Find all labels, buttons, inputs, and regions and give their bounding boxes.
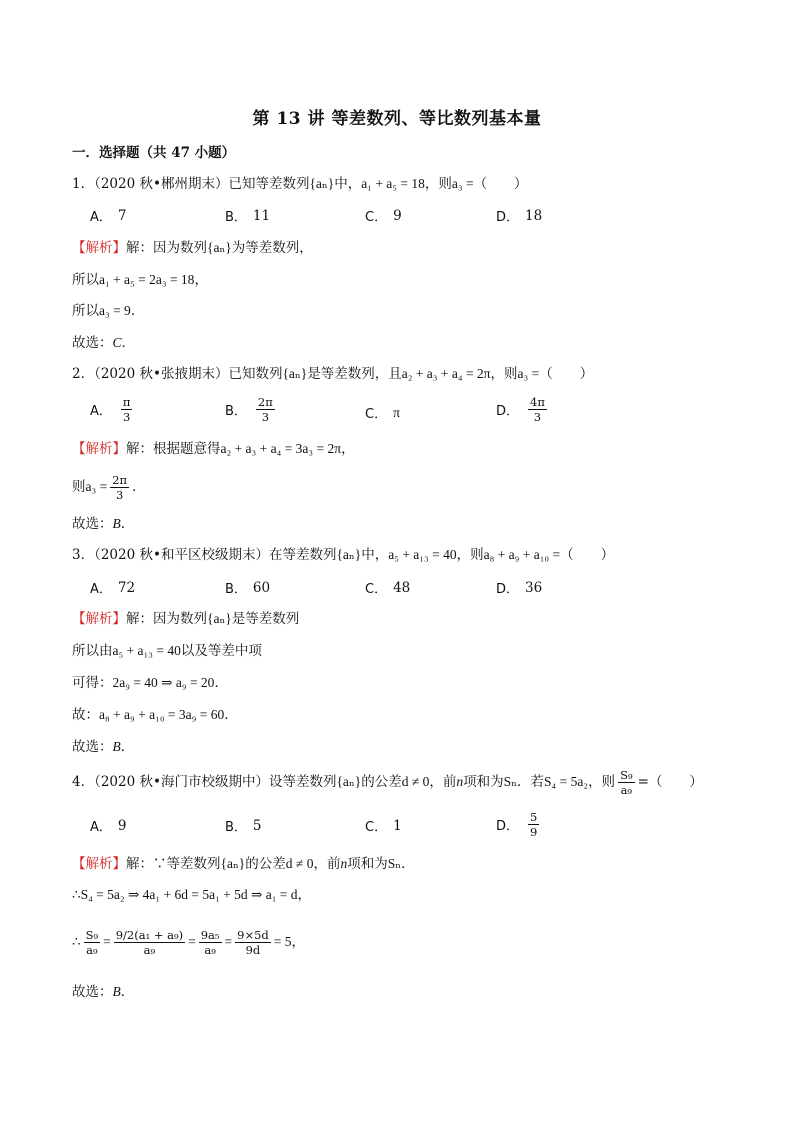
solution-text: ，: [341, 441, 355, 457]
solution-text: ．: [130, 303, 145, 319]
solution-text: ．: [224, 707, 238, 723]
q1-answer: [72, 333, 135, 353]
equals-sign: =: [103, 934, 111, 949]
q4-option-a[interactable]: [90, 816, 127, 835]
option-label: C．: [365, 210, 388, 225]
q1-solution-line3: [72, 301, 144, 321]
q4-answer: [72, 982, 134, 1002]
solution-text: 所以: [72, 272, 99, 288]
option-value: 9: [117, 817, 127, 834]
q1-stem-text-c: ，则: [424, 176, 452, 192]
q2-option-a[interactable]: [90, 395, 135, 424]
answer-text: 故选：: [72, 335, 113, 351]
q4-solution-line2: [72, 885, 311, 905]
option-label: C．: [365, 407, 388, 422]
section-heading: 一．选择题（共 47 小题）: [72, 145, 236, 161]
solution-text: ，: [297, 887, 312, 903]
fraction-numerator: 2π: [257, 395, 273, 409]
q3-answer-letter: B: [112, 739, 121, 754]
q2-solution-line2: [72, 470, 146, 504]
q2-seq: {aₙ}: [282, 366, 308, 381]
q2-option-d[interactable]: [496, 395, 550, 424]
solution-text: 故：: [72, 707, 99, 723]
q4-d-condition: d ≠ 0: [401, 774, 430, 789]
q4-n: n: [456, 774, 464, 789]
q2-stem-text-b: 是等差数列，且: [307, 366, 402, 382]
q1-stem-text-d: （ ）: [473, 176, 528, 192]
solution-equation: a₂ + a₃ + a₄ = 3a₃ = 2π: [220, 441, 342, 456]
option-label: D．: [496, 210, 520, 225]
q1-option-d[interactable]: [496, 206, 542, 225]
solution-equation: 2a₉ = 40 ⇒ a₉ = 20: [112, 675, 215, 690]
fraction-numerator: 2π: [112, 472, 128, 487]
fraction-denominator: 9d: [245, 942, 261, 957]
q3-ask: a₈ + a₉ + a₁₀ =: [483, 547, 561, 562]
solution-text: 为等差数列，: [231, 240, 313, 256]
option-value: 36: [525, 579, 543, 596]
q1-answer-letter: C: [112, 335, 122, 350]
fraction-denominator: 3: [533, 410, 542, 424]
answer-text: 故选：: [72, 516, 113, 532]
solution-text: ．: [132, 479, 146, 495]
fraction-numerator: S₉: [85, 927, 99, 942]
option-value: 48: [393, 579, 411, 596]
q2-option-c[interactable]: [365, 403, 400, 422]
option-value: π: [393, 404, 400, 420]
q1-option-b[interactable]: [225, 206, 270, 225]
q1-options: [90, 206, 730, 240]
q4-option-c[interactable]: [365, 816, 402, 835]
option-label: A．: [90, 582, 112, 597]
q2-options: [90, 395, 730, 429]
solution-text: 解：根据题意得: [126, 441, 221, 457]
option-label: C．: [365, 820, 388, 835]
solution-seq: {aₙ}: [207, 240, 232, 255]
q3-seq: {aₙ}: [336, 547, 362, 562]
fraction-numerator: S₉: [620, 767, 633, 782]
option-value: 7: [117, 207, 127, 224]
equals-sign: =: [188, 934, 196, 949]
answer-text: 故选：: [72, 984, 113, 1000]
solution-d-condition: d ≠ 0: [285, 856, 314, 871]
solution-text: ，前: [313, 856, 341, 872]
q2-stem-text-c: ，则: [490, 366, 518, 382]
q1-solution-line2: [72, 270, 208, 290]
option-label: A．: [90, 820, 112, 835]
option-value: 60: [252, 579, 271, 596]
q1-option-c[interactable]: [365, 206, 402, 225]
option-label: B．: [225, 820, 247, 835]
solution-text: ，: [291, 934, 306, 950]
q1-solution-line1: [72, 238, 313, 258]
solution-text: 解：因为数列: [126, 240, 207, 256]
q4-stem: [72, 765, 703, 799]
q4-solution-line1: [72, 854, 415, 874]
fraction: [84, 928, 101, 957]
solution-text: ．: [401, 856, 415, 872]
answer-text: ．: [120, 516, 135, 532]
q4-answer-letter: B: [112, 984, 121, 999]
q4-equation: S₄ = 5a₂: [544, 774, 589, 789]
q3-stem-text-c: ，则: [456, 547, 484, 563]
fraction: [114, 928, 185, 957]
q3-answer: [72, 737, 134, 757]
fraction-numerator: 5: [530, 810, 538, 824]
q3-stem: [72, 545, 614, 565]
q4-option-d[interactable]: [496, 810, 542, 839]
q1-equation: a₁ + a₅ = 18: [361, 176, 425, 191]
q1-analysis-tag: 【解析】: [72, 240, 126, 256]
q3-solution-line2: [72, 641, 262, 661]
q1-ask: a₃ =: [451, 176, 474, 191]
q4-option-b[interactable]: [225, 816, 262, 835]
fraction: [528, 395, 547, 424]
q4-analysis-tag: 【解析】: [72, 856, 126, 872]
option-value: 18: [525, 207, 543, 224]
q2-ask: a₃ =: [517, 366, 540, 381]
q4-options: [90, 810, 730, 844]
solution-equation: a₅ + a₁₃ = 40: [112, 643, 181, 658]
option-label: A．: [90, 210, 112, 225]
q4-stem-text: 4．（2020 秋•海门市校级期中）设等差数列: [72, 774, 337, 790]
option-label: D．: [496, 582, 520, 597]
fraction: [199, 928, 222, 957]
solution-text: 解：∵等差数列: [126, 856, 221, 872]
q3-option-a[interactable]: [90, 578, 135, 597]
option-label: B．: [225, 582, 247, 597]
solution-text: 以及等差中项: [180, 643, 262, 659]
q3-option-d[interactable]: [496, 578, 542, 597]
answer-text: 故选：: [72, 739, 113, 755]
fraction-numerator: π: [122, 395, 131, 409]
fraction: [528, 810, 539, 839]
q1-stem: [72, 174, 528, 194]
option-label: D．: [496, 819, 520, 834]
fraction-denominator: a₉: [204, 942, 216, 957]
q3-option-b[interactable]: [225, 578, 270, 597]
option-value: 11: [252, 207, 271, 224]
fraction-denominator: 9: [530, 825, 538, 839]
solution-text: 所以由: [72, 643, 113, 659]
solution-text: 可得：: [72, 675, 113, 691]
q3-solution-line1: [72, 609, 299, 629]
fraction: [110, 473, 129, 502]
q3-equation: a₅ + a₁₃ = 40: [388, 547, 457, 562]
solution-text: ．: [214, 675, 228, 691]
fraction-denominator: a₉: [143, 942, 156, 957]
option-label: A．: [90, 404, 112, 419]
q2-option-b[interactable]: [225, 395, 278, 424]
answer-text: ．: [120, 739, 135, 755]
answer-text: ．: [120, 984, 135, 1000]
fraction-denominator: 3: [261, 410, 270, 424]
q4-stem-text-f: ，则: [588, 774, 616, 790]
q4-stem-text-e: ．若: [517, 774, 545, 790]
q4-seq: {aₙ}: [336, 774, 362, 789]
fraction-numerator: 9a₅: [200, 927, 220, 942]
page-title: 第 13 讲 等差数列、等比数列基本量: [252, 109, 542, 129]
answer-text: ．: [121, 335, 136, 351]
option-value: 1: [393, 817, 402, 834]
solution-text: ，: [194, 272, 208, 288]
solution-text: 项和为: [347, 856, 388, 872]
fraction: [235, 928, 271, 957]
q2-equation: a₂ + a₃ + a₄ = 2π: [401, 366, 491, 381]
q3-analysis-tag: 【解析】: [72, 611, 126, 627]
option-value: 72: [117, 579, 136, 596]
q3-stem-text-d: （ ）: [560, 547, 615, 563]
q4-stem-text-g: =（ ）: [637, 774, 703, 790]
q1-stem-text: 1．（2020 秋•郴州期末）已知等差数列: [72, 176, 310, 192]
q2-stem-text-d: （ ）: [539, 366, 594, 382]
solution-text: ∴: [72, 887, 81, 903]
solution-text: 的公差: [245, 856, 286, 872]
option-value: 9: [393, 207, 402, 224]
option-value: 5: [252, 817, 262, 834]
solution-text: 是等差数列: [231, 611, 300, 627]
q2-answer-letter: B: [112, 516, 121, 531]
q2-stem-text: 2．（2020 秋•张掖期末）已知数列: [72, 366, 283, 382]
solution-equation: a₃ = 9: [99, 303, 131, 318]
q3-option-c[interactable]: [365, 578, 410, 597]
option-label: C．: [365, 582, 388, 597]
q3-options: [90, 578, 730, 612]
solution-equation: a₁ + a₅ = 2a₃ = 18: [99, 272, 195, 287]
fraction: [121, 395, 133, 424]
q4-ask-fraction: [618, 768, 635, 797]
fraction-denominator: a₉: [86, 942, 98, 957]
q3-stem-text: 3．（2020 秋•和平区校级期末）在等差数列: [72, 547, 337, 563]
q1-option-a[interactable]: [90, 206, 127, 225]
solution-text: 则: [72, 479, 86, 495]
q3-solution-line4: [72, 705, 238, 725]
fraction-numerator: 9/2(a₁ + a₉): [115, 927, 184, 942]
option-label: B．: [225, 404, 247, 419]
fraction-denominator: 3: [123, 410, 131, 424]
q4-stem-text-b: 的公差: [361, 774, 402, 790]
q3-stem-text-b: 中，: [361, 547, 389, 563]
q2-analysis-tag: 【解析】: [72, 441, 126, 457]
solution-text: 解：因为数列: [126, 611, 207, 627]
fraction-numerator: 4π: [530, 395, 545, 409]
solution-equation: a₈ + a₉ + a₁₀ = 3a₉ = 60: [99, 707, 225, 722]
equals-sign: =: [224, 934, 233, 949]
solution-sn: Sₙ: [387, 856, 402, 871]
fraction-denominator: 3: [115, 487, 124, 502]
fraction-numerator: 9×5d: [237, 927, 269, 942]
q4-solution-line3: [72, 914, 305, 970]
fraction-denominator: a₉: [620, 782, 633, 797]
option-label: B．: [225, 210, 247, 225]
option-label: D．: [496, 404, 520, 419]
solution-n: n: [340, 856, 348, 871]
q1-stem-text-b: 中，: [334, 176, 362, 192]
q2-solution-line1: [72, 439, 355, 459]
q1-seq: {aₙ}: [309, 176, 335, 191]
q2-stem: [72, 364, 593, 384]
fraction: [256, 395, 275, 424]
solution-result: = 5: [273, 934, 292, 949]
solution-text: 所以: [72, 303, 99, 319]
q3-solution-line3: [72, 673, 228, 693]
q4-stem-text-d: 项和为: [463, 774, 504, 790]
solution-equation: S₄ = 5a₂ ⇒ 4a₁ + 6d = 5a₁ + 5d ⇒ a₁ = d: [80, 887, 298, 902]
q4-sn: Sₙ: [503, 774, 518, 789]
solution-text: ∴: [72, 934, 81, 950]
solution-seq: {aₙ}: [207, 611, 232, 626]
solution-equation: a₃ =: [85, 479, 108, 494]
solution-seq: {aₙ}: [220, 856, 246, 871]
q2-answer: [72, 514, 134, 534]
q4-stem-text-c: ，前: [429, 774, 457, 790]
